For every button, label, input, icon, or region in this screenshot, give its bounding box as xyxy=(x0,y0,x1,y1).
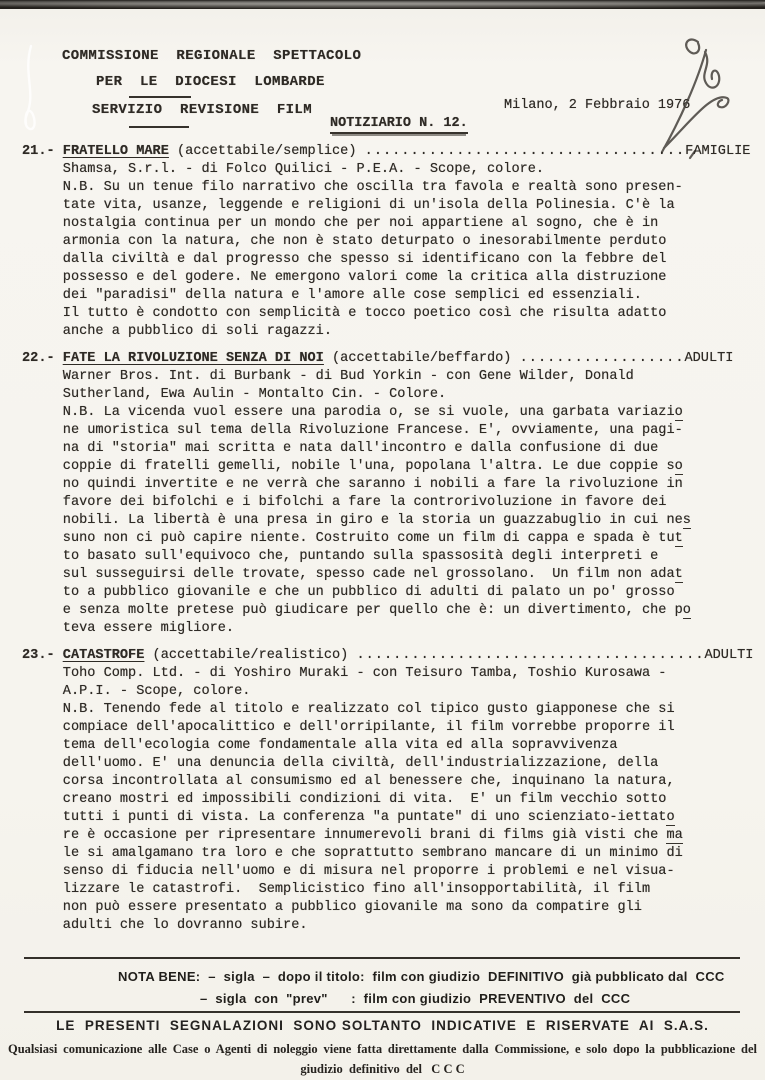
nota-bene-line-2: – sigla con "prev" : film con giudizio PREVENTIVO del CCC xyxy=(200,991,631,1006)
audience-label: ADULTI xyxy=(704,648,754,663)
film-note-line: to basato sull'equivoco che, puntando sulla spassosità degli interpreti e xyxy=(62,549,659,564)
film-title: CATASTROFE xyxy=(62,648,145,663)
film-note-line: N.B. Tenendo fede al titolo e realizzato col tipico gusto giapponese che si xyxy=(62,702,675,717)
nota-bene-label: NOTA BENE: xyxy=(118,969,201,984)
film-note-line: le si amalgamano tra loro e che soprattutto sembrano mancare di un minimo di xyxy=(62,846,683,861)
handwritten-pen-scribble xyxy=(632,18,750,163)
film-number: 22.- xyxy=(22,351,63,366)
film-note-line: compiace dell'apocalittico e dell'orripilante, il film vorrebbe proporre il xyxy=(62,720,675,735)
film-note-line: re è occasione per ripresentare innumerevoli brani di films già visti che ma xyxy=(62,828,683,843)
film-note-line: coppie di fratelli gemelli, nobile l'una, popolana l'altra. Le due coppie so xyxy=(62,459,683,474)
film-note-line: dell'uomo. E' una denuncia della civiltà, dell'industrializzazione, della xyxy=(62,756,659,771)
film-rating: (accettabile/realistico) xyxy=(144,648,357,663)
film-list xyxy=(22,143,754,944)
leader-dots: ...................................... xyxy=(356,648,705,663)
film-note-line: Il tutto è condotto con semplicità e tocco poetico così che risulta adatto xyxy=(62,306,667,321)
bulletin-title: NOTIZIARIO N. 12. xyxy=(330,116,468,134)
footer-divider-bottom xyxy=(24,1011,740,1013)
film-note-line: anche a pubblico di soli ragazzi. xyxy=(62,324,332,339)
audience-label: FAMIGLIE xyxy=(685,144,751,159)
film-header-line xyxy=(22,350,746,368)
hyphen-break-underline: ma xyxy=(666,828,683,843)
footer-small-print-1: Qualsiasi comunicazione alle Case o Agenti di noleggio viene fatta direttamente dalla Commissione, e solo dopo la pubblicazione del xyxy=(8,1042,757,1056)
film-note-line: tate vita, usanze, leggende e religioni di un'isola della Polinesia. C'è la xyxy=(62,198,675,213)
hyphen-break-underline: o xyxy=(666,810,675,825)
film-note-line: suno non ci può capire niente. Costruito come un film di cappa e spada è tut xyxy=(62,531,683,546)
nota-bene-text-1: – sigla – dopo il titolo: film con giudizio DEFINITIVO già pubblicato dal CCC xyxy=(200,969,725,984)
leader-dots: .................. xyxy=(519,351,685,366)
film-number: 23.- xyxy=(22,648,63,663)
hyphen-break-underline: o xyxy=(674,405,683,420)
film-note-line: creano mostri ed impossibili condizioni di vita. E' un film vecchio sotto xyxy=(62,792,667,807)
film-note-line: armonia con la natura, che non è stato deturpato o inesorabilmente perduto xyxy=(62,234,667,249)
service-name: SERVIZIO REVISIONE FILM xyxy=(92,102,313,118)
hyphen-break-underline: o xyxy=(674,459,683,474)
dateline: Milano, 2 Febbraio 1976 xyxy=(504,98,691,113)
film-note-line: N.B. La vicenda vuol essere una parodia o, se si vuole, una garbata variazio xyxy=(62,405,683,420)
film-note-line: teva essere migliore. xyxy=(62,621,235,636)
film-note-line: nostalgia continua per un mondo che per noi appartiene al sogno, che è in xyxy=(62,216,659,231)
film-note-line: no quindi invertite e ne verrà che saranno i nobili a fare la rivoluzione in xyxy=(62,477,683,492)
hyphen-break-underline: s xyxy=(682,513,691,528)
film-note-line: non può essere presentato a pubblico giovanile ma sono da compatire gli xyxy=(62,900,642,915)
film-note-line: na di "storia" mai scritta e nata dall'incontro e dalla confusione di due xyxy=(62,441,659,456)
film-rating: (accettabile/semplice) xyxy=(168,144,365,159)
film-note-line: e senza molte pretese può giudicare per quello che è: un divertimento, che po xyxy=(62,603,691,618)
film-note-line: nobili. La libertà è una presa in giro e la storia un guazzabuglio in cui nes xyxy=(62,513,691,528)
header-divider-1 xyxy=(129,96,191,98)
film-note-line: dei "paradisi" della natura e l'amore alle cose semplici ed essenziali. xyxy=(62,288,642,303)
film-title: FATE LA RIVOLUZIONE SENZA DI NOI xyxy=(62,351,324,366)
audience-label: ADULTI xyxy=(684,351,734,366)
film-rating: (accettabile/beffardo) xyxy=(323,351,520,366)
film-credits-line: Toho Comp. Ltd. - di Yoshiro Muraki - con Teisuro Tamba, Toshio Kurosawa - xyxy=(62,666,667,681)
film-header-line xyxy=(22,647,754,665)
nota-bene-line-1 xyxy=(118,969,725,984)
film-credits-line: Shamsa, S.r.l. - di Folco Quilici - P.E.A. - Scope, colore. xyxy=(62,162,545,177)
film-note-line: tutti i punti di vista. La conferenza "a puntate" di uno scienziato-iettato xyxy=(62,810,675,825)
paper-fiber-mark xyxy=(12,42,46,152)
film-note-line: ne umoristica sul tema della Rivoluzione Francese. E', ovviamente, una pagi- xyxy=(62,423,683,438)
footer-small-print-2: giudizio definitivo del C C C xyxy=(300,1062,465,1076)
film-note-line: to a pubblico giovanile e che un pubblico di adulti di palato un po' grosso xyxy=(62,585,675,600)
film-credits-line: A.P.I. - Scope, colore. xyxy=(62,684,251,699)
film-note-line: senso di fiducia nell'uomo e di misura nel proporre i problemi e nel visua- xyxy=(62,864,675,879)
film-header-line xyxy=(22,143,751,161)
film-note-line: lizzare le catastrofi. Semplicistico fino all'insopportabilità, il film xyxy=(62,882,651,897)
footer-divider-top xyxy=(24,957,740,959)
film-note-line: favore dei bifolchi e i bifolchi a fare la controrivoluzione in favore dei xyxy=(62,495,667,510)
film-credits-line: Warner Bros. Int. di Burbank - di Bud Yorkin - con Gene Wilder, Donald xyxy=(62,369,634,384)
film-note-line: dalla civiltà e dal progresso che spesso si identificano con la febbre del xyxy=(62,252,667,267)
leader-dots: ................................... xyxy=(364,144,686,159)
hyphen-break-underline: t xyxy=(674,531,683,546)
hyphen-break-underline: t xyxy=(674,567,683,582)
film-number: 21.- xyxy=(22,144,63,159)
hyphen-break-underline: o xyxy=(682,603,691,618)
film-entry xyxy=(22,647,754,935)
film-title: FRATELLO MARE xyxy=(62,144,169,159)
footer-main-notice: LE PRESENTI SEGNALAZIONI SONO SOLTANTO INDICATIVE E RISERVATE AI S.A.S. xyxy=(56,1018,709,1033)
scan-top-edge-shadow xyxy=(0,0,765,9)
organization-name-line1: COMMISSIONE REGIONALE SPETTACOLO xyxy=(62,48,362,64)
film-entry xyxy=(22,350,746,638)
header-divider-2 xyxy=(129,126,189,128)
film-note-line: adulti che lo dovranno subire. xyxy=(62,918,308,933)
film-note-line: possesso e del godere. Ne emergono valori come la critica alla distruzione xyxy=(62,270,667,285)
organization-name-line2: PER LE DIOCESI LOMBARDE xyxy=(96,74,325,90)
film-note-line: tema dell'ecologia come fondamentale alla vita ed alla sopravvivenza xyxy=(62,738,618,753)
film-credits-line: Sutherland, Ewa Aulin - Montalto Cin. - Colore. xyxy=(62,387,447,402)
film-note-line: corsa incontrollata al consumismo ed al benessere che, inquinano la natura, xyxy=(62,774,675,789)
film-entry xyxy=(22,143,751,341)
film-note-line: sul susseguirsi delle trovate, spesso cade nel grossolano. Un film non adat xyxy=(62,567,683,582)
film-note-line: N.B. Su un tenue filo narrativo che oscilla tra favola e realtà sono presen- xyxy=(62,180,683,195)
